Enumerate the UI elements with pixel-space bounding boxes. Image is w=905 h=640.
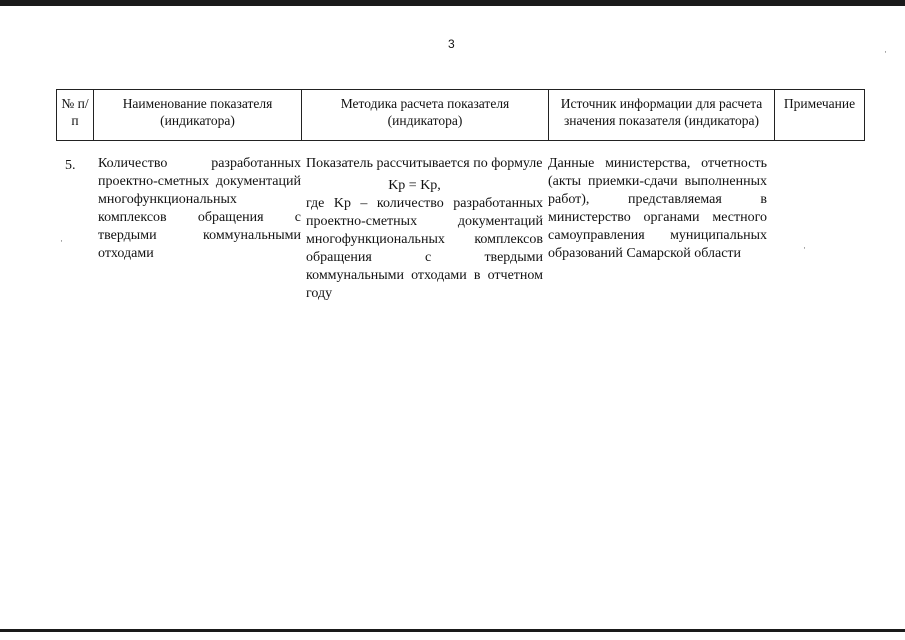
header-number: № п/п <box>57 90 94 141</box>
header-note: Примечание <box>775 90 865 141</box>
method-formula: Kр = Kр, <box>388 178 441 193</box>
indicator-name-cell <box>98 155 301 263</box>
scan-edge-bottom <box>0 629 905 632</box>
header-information-source: Источник информации для расчета значения показателя (индикатора) <box>549 90 775 141</box>
scan-speck: · <box>884 47 887 57</box>
scan-edge-top <box>0 0 905 6</box>
scan-speck: · <box>60 236 63 246</box>
header-calculation-method: Методика расчета показателя (индикатора) <box>302 90 549 141</box>
table-header-row <box>57 90 865 141</box>
row-number: 5. <box>65 158 76 173</box>
method-intro-text: Показатель рассчитывается по формуле <box>306 156 543 171</box>
method-where-text: где Kр – количество разработанных проектно-сметных документаций многофункциональных комплексов обращения с твердыми коммунальными отходами в отчетном году <box>306 196 543 301</box>
scan-speck: · <box>803 243 806 253</box>
header-indicator-name: Наименование показателя (индикатора) <box>94 90 302 141</box>
page-number: 3 <box>448 37 455 51</box>
indicator-table-header <box>56 89 865 141</box>
calculation-method-cell <box>306 155 543 303</box>
indicator-name-text: Количество разработанных проектно-сметных документаций многофункциональных комплексов обращения с твердыми коммунальными отходами <box>98 156 301 261</box>
information-source-text: Данные министерства, отчетность (акты приемки-сдачи выполненных работ), представляемая в министерство органами местного самоуправления муниципальных образований Самарской области <box>548 156 767 261</box>
information-source-cell <box>548 155 767 263</box>
